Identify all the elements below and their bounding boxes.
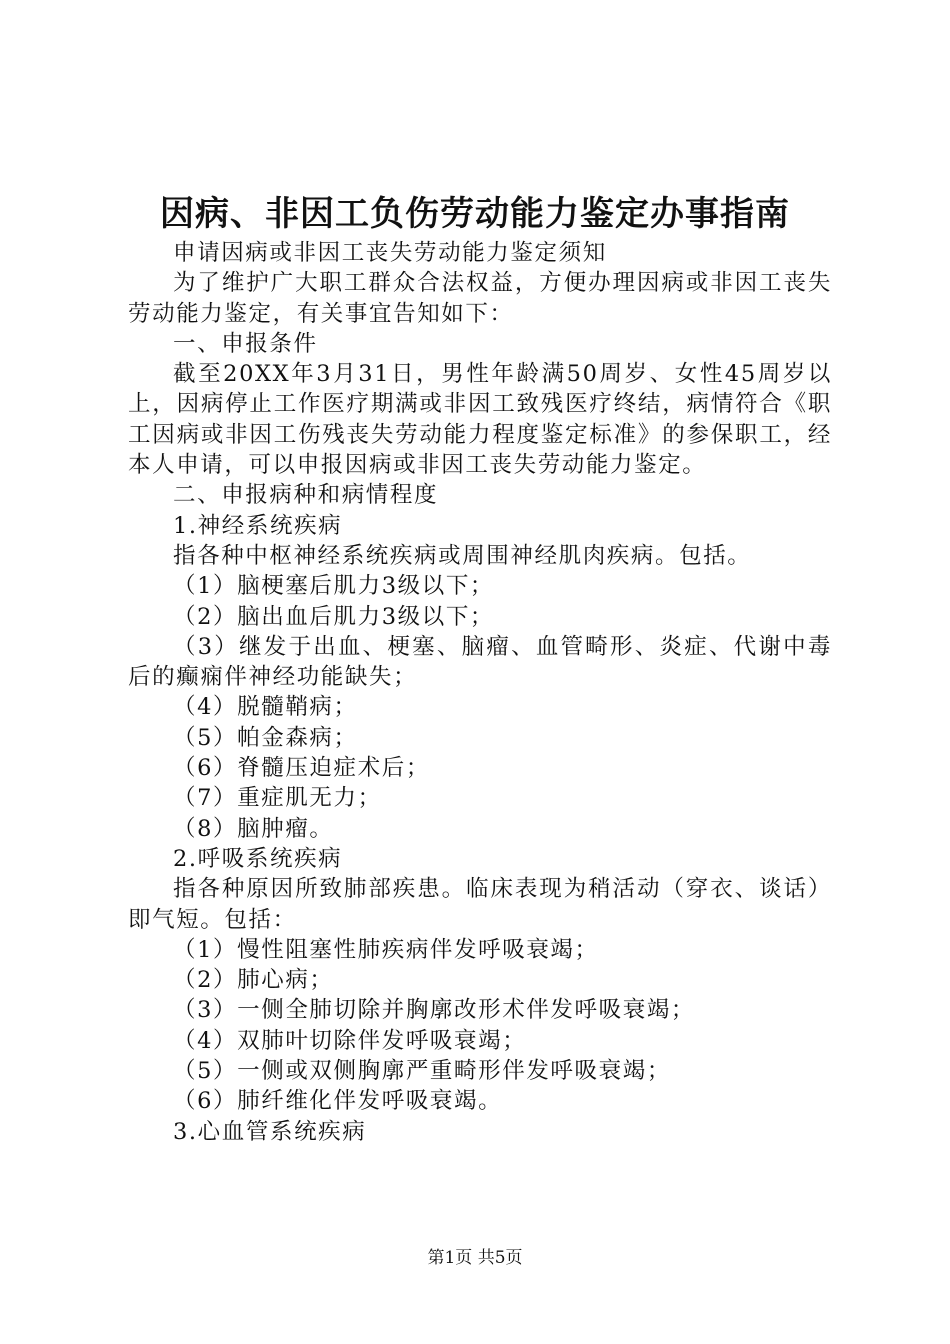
list-item: （6）肺纤维化伴发呼吸衰竭。 xyxy=(173,1088,503,1115)
list-item: （3）继发于出血、梗塞、脑瘤、血管畸形、炎症、代谢中毒后的癫痫伴神经功能缺失； xyxy=(128,633,832,691)
paragraph: 指各种中枢神经系统疾病或周围神经肌肉疾病。包括。 xyxy=(173,542,752,569)
list-item: （3）一侧全肺切除并胸廓改形术伴发呼吸衰竭； xyxy=(173,997,696,1024)
subsection-heading: 3.心血管系统疾病 xyxy=(173,1118,367,1145)
list-item: （5）帕金森病； xyxy=(173,724,358,751)
list-item: （2）脑出血后肌力3级以下； xyxy=(173,603,495,630)
list-item: （4）双肺叶切除伴发呼吸衰竭； xyxy=(173,1027,527,1054)
paragraph: 申请因病或非因工丧失劳动能力鉴定须知 xyxy=(173,240,607,266)
list-item: （1）脑梗塞后肌力3级以下； xyxy=(173,573,495,600)
section-heading: 二、申报病种和病情程度 xyxy=(173,482,439,509)
paragraph: 指各种原因所致肺部疾患。临床表现为稍活动（穿衣、谈话）即气短。包括： xyxy=(128,876,832,933)
list-item: （4）脱髓鞘病； xyxy=(173,694,358,721)
page-footer: 第1页 共5页 xyxy=(427,1248,523,1268)
paragraph: 为了维护广大职工群众合法权益，方便办理因病或非因工丧失劳动能力鉴定，有关事宜告知如下： xyxy=(128,270,832,327)
list-item: （8）脑肿瘤。 xyxy=(173,815,334,842)
list-item: （7）重症肌无力； xyxy=(173,785,382,812)
document-title: 因病、非因工负伤劳动能力鉴定办事指南 xyxy=(160,194,790,234)
section-heading: 一、申报条件 xyxy=(173,330,318,357)
list-item: （5）一侧或双侧胸廓严重畸形伴发呼吸衰竭； xyxy=(173,1058,671,1085)
list-item: （2）肺心病； xyxy=(173,967,334,994)
list-item: （6）脊髓压迫症术后； xyxy=(173,755,430,782)
subsection-heading: 1.神经系统疾病 xyxy=(173,512,343,539)
paragraph: 截至20XX年3月31日，男性年龄满50周岁、女性45周岁以上，因病停止工作医疗期满或非因工致残医疗终结，病情符合《职工因病或非因工伤残丧失劳动能力程度鉴定标准》的参保职工，经本人申请，可以申报因病或非因工丧失劳动能力鉴定。 xyxy=(128,361,832,479)
document-body xyxy=(128,238,832,1147)
list-item: （1）慢性阻塞性肺疾病伴发呼吸衰竭； xyxy=(173,936,599,963)
subsection-heading: 2.呼吸系统疾病 xyxy=(173,845,343,872)
